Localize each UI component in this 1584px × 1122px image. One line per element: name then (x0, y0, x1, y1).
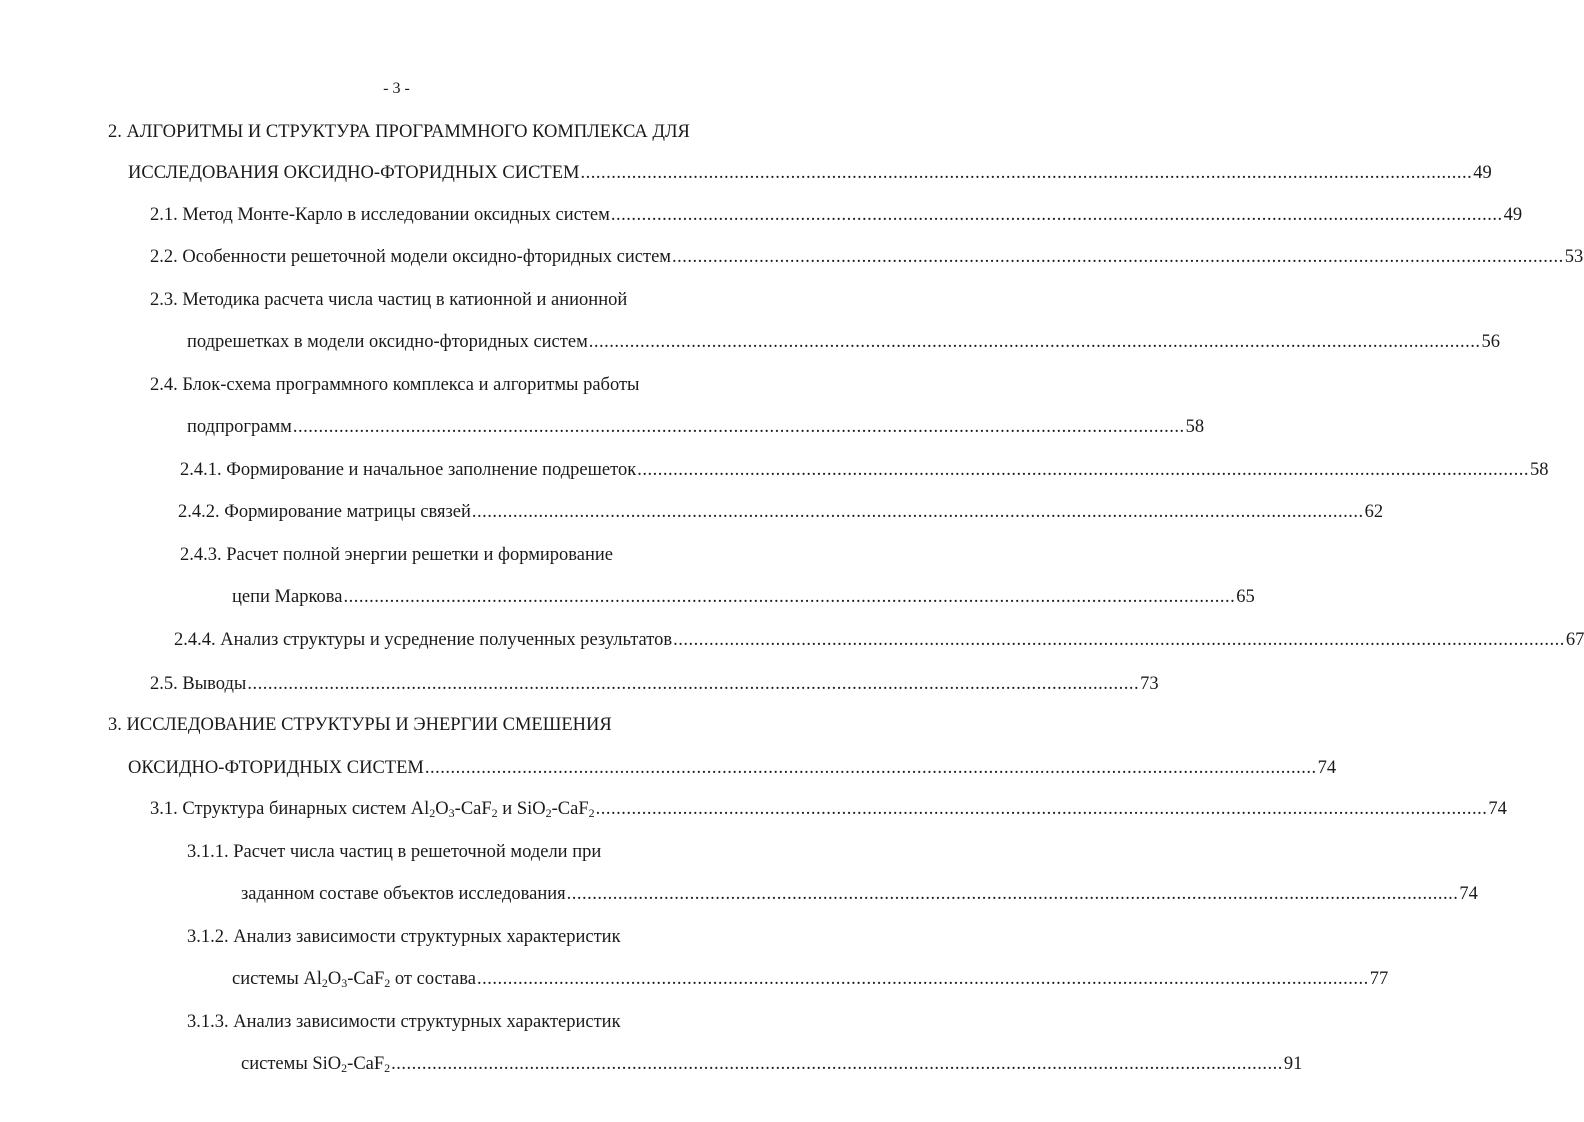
toc-entry-3-1-2-line-1: 3.1.2. Анализ зависимости структурных характеристик (187, 927, 621, 947)
toc-entry-page: 49 (1503, 205, 1523, 225)
toc-entry-page: 77 (1369, 969, 1389, 989)
toc-entry-page: 73 (1140, 674, 1159, 694)
toc-entry-text: цепи Маркова (232, 587, 343, 607)
leader-dots: .............................................................................................................................................................................. (595, 799, 1488, 819)
toc-entry-2-1 (150, 203, 1523, 227)
toc-entry-2-4-3-line-2 (232, 585, 1255, 609)
chapter-3-title-text: ОКСИДНО-ФТОРИДНЫХ СИСТЕМ (128, 758, 424, 778)
toc-entry-2-2 (150, 245, 1584, 269)
leader-dots: .............................................................................................................................................................................. (292, 417, 1185, 437)
leader-dots: .............................................................................................................................................................................. (476, 969, 1369, 989)
chapter-2-title-line-1: 2. АЛГОРИТМЫ И СТРУКТУРА ПРОГРАММНОГО КОМПЛЕКСА ДЛЯ (108, 122, 690, 142)
toc-entry-page: 56 (1481, 332, 1501, 352)
toc-entry-2-4-3-line-1: 2.4.3. Расчет полной энергии решетки и формирование (180, 545, 614, 565)
toc-entry-2-4-1 (180, 458, 1549, 482)
leader-dots: .............................................................................................................................................................................. (672, 247, 1564, 267)
toc-entry-page: 58 (1185, 417, 1205, 437)
chapter-3-page: 74 (1317, 758, 1337, 778)
leader-dots: .............................................................................................................................................................................. (471, 502, 1364, 522)
toc-entry-text: 2.1. Метод Монте-Карло в исследовании оксидных систем (150, 205, 610, 225)
toc-entry-page: 91 (1283, 1054, 1303, 1074)
toc-entry-2-3-line-2 (187, 330, 1501, 354)
toc-entry-text: 2.4.2. Формирование матрицы связей (178, 502, 471, 522)
toc-entry-text: заданном составе объектов исследования (241, 884, 566, 904)
toc-entry-3-1 (150, 797, 1507, 821)
toc-entry-page: 74 (1459, 884, 1478, 904)
toc-entry-text: системы SiO$_2$-CaF$_2$ (241, 1054, 391, 1075)
toc-entry-text: 2.4.1. Формирование и начальное заполнение подрешеток (180, 460, 637, 480)
leader-dots: .............................................................................................................................................................................. (673, 630, 1565, 650)
leader-dots: .............................................................................................................................................................................. (610, 205, 1503, 225)
toc-entry-2-4-2 (178, 500, 1384, 524)
leader-dots: .............................................................................................................................................................................. (424, 758, 1317, 778)
toc-entry-2-5 (150, 672, 1159, 696)
toc-entry-text: системы $Al_2O_3-CaF_2$ от состава (232, 969, 476, 990)
toc-entry-page: 74 (1488, 799, 1507, 819)
toc-entry-3-1-2-line-2 (232, 967, 1389, 991)
leader-dots: .............................................................................................................................................................................. (566, 884, 1459, 904)
chapter-2-title-text: ИССЛЕДОВАНИЯ ОКСИДНО-ФТОРИДНЫХ СИСТЕМ (128, 163, 580, 183)
chapter-2-page: 49 (1473, 163, 1492, 183)
toc-entry-2-3-line-1: 2.3. Методика расчета числа частиц в катионной и анионной (150, 290, 628, 310)
chapter-2-title-line-2 (128, 161, 1492, 185)
toc-entry-3-1-1-line-2 (241, 882, 1478, 906)
chapter-3-title-line-2 (128, 756, 1337, 780)
leader-dots: .............................................................................................................................................................................. (580, 163, 1473, 183)
leader-dots: .............................................................................................................................................................................. (637, 460, 1529, 480)
toc-entry-2-4-line-1: 2.4. Блок-схема программного комплекса и алгоритмы работы (150, 375, 640, 395)
leader-dots: .............................................................................................................................................................................. (391, 1054, 1283, 1074)
toc-entry-text: 2.5. Выводы (150, 674, 247, 694)
leader-dots: .............................................................................................................................................................................. (343, 587, 1236, 607)
toc-entry-page: 53 (1564, 247, 1584, 267)
chapter-3-title-line-1: 3. ИССЛЕДОВАНИЕ СТРУКТУРЫ И ЭНЕРГИИ СМЕШЕНИЯ (108, 715, 612, 735)
toc-entry-page: 62 (1364, 502, 1384, 522)
toc-entry-text: 2.2. Особенности решеточной модели оксидно-фторидных систем (150, 247, 672, 267)
toc-entry-text: 3.1. Структура бинарных систем $Al_2O_3-CaF_2$ и SiO$_2$-CaF$_2$ (150, 799, 595, 820)
toc-entry-3-1-3-line-2 (241, 1052, 1303, 1076)
leader-dots: .............................................................................................................................................................................. (247, 674, 1140, 694)
toc-entry-text: 2.4.4. Анализ структуры и усреднение полученных результатов (174, 630, 673, 650)
leader-dots: .............................................................................................................................................................................. (588, 332, 1481, 352)
toc-entry-2-4-4 (174, 628, 1584, 652)
toc-entry-text: подрешетках в модели оксидно-фторидных систем (187, 332, 588, 352)
toc-entry-page: 67 (1565, 630, 1584, 650)
toc-entry-3-1-3-line-1: 3.1.3. Анализ зависимости структурных характеристик (187, 1012, 621, 1032)
toc-entry-text: подпрограмм (187, 417, 292, 437)
toc-entry-page: 58 (1529, 460, 1549, 480)
page-number: - 3 - (383, 80, 410, 97)
toc-entry-3-1-1-line-1: 3.1.1. Расчет числа частиц в решеточной модели при (187, 842, 602, 862)
toc-entry-page: 65 (1236, 587, 1255, 607)
toc-entry-2-4-line-2 (187, 415, 1205, 439)
